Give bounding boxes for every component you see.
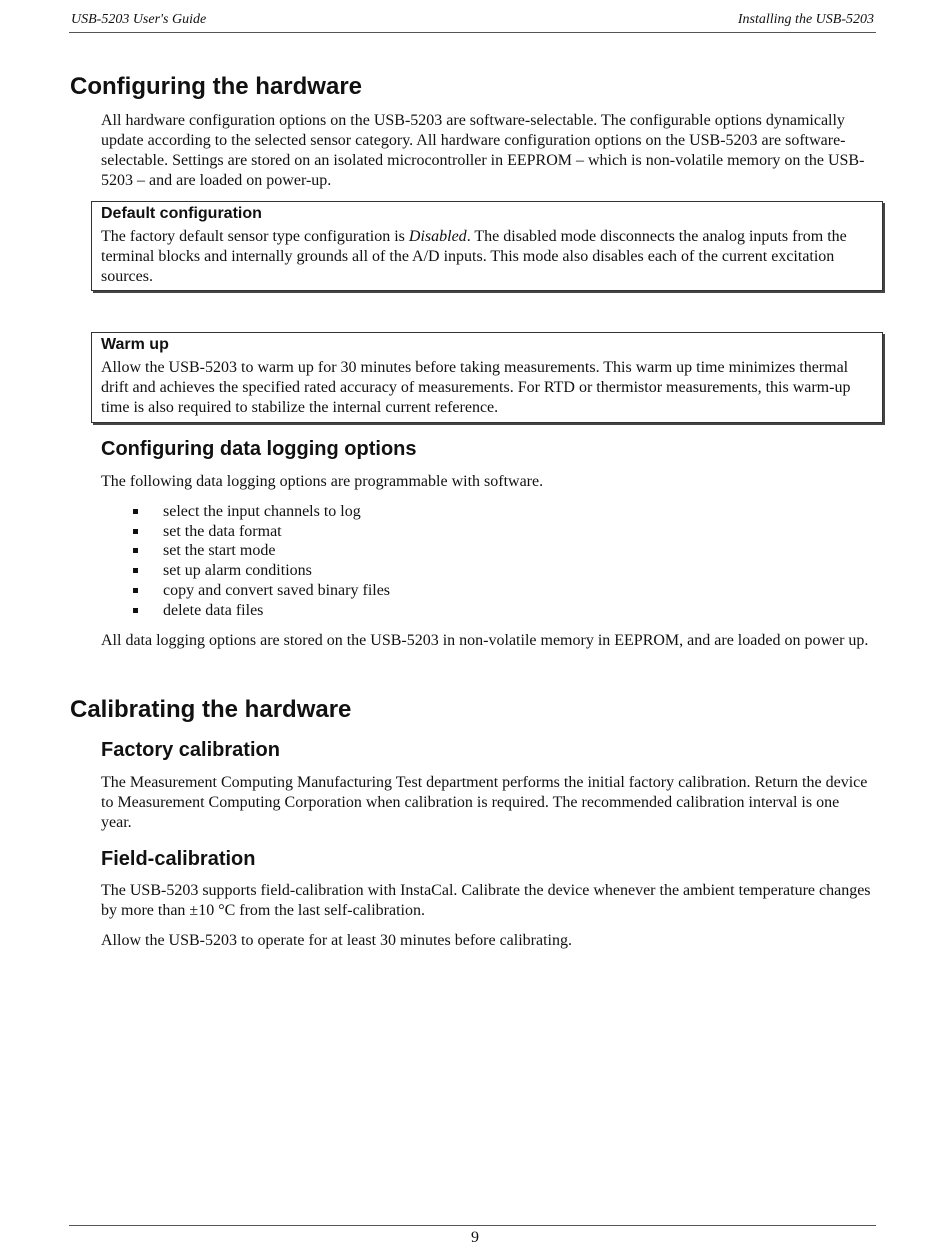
heading-data-logging-options: Configuring data logging options <box>101 438 417 460</box>
data-logging-intro: The following data logging options are programmable with software. <box>101 473 544 490</box>
factory-calibration-paragraph: The Measurement Computing Manufacturing Test department performs the initial factory calibration. Return the device to Measurement Computing Corporation when calibration is required. The recommended calibration interval is one year. <box>101 774 868 831</box>
running-header <box>69 11 876 33</box>
default-configuration-text-start: The factory default sensor type configuration is <box>101 228 409 245</box>
list-item-text: select the input channels to log <box>163 503 361 520</box>
warm-up-box <box>91 332 883 423</box>
header-guide-title: USB-5203 User's Guide <box>71 12 207 27</box>
list-item <box>131 522 390 542</box>
default-configuration-text <box>101 227 873 287</box>
configuring-intro-paragraph: All hardware configuration options on the USB-5203 are software-selectable. The configurable options dynamically update according to the selected sensor category. All hardware configuration options on the USB-5203 are software-selectable. Settings are stored on an isolated microcontroller in EEPROM – which is non-volatile memory on the USB-5203 – and are loaded on power-up. <box>101 112 865 189</box>
page-number: 9 <box>471 1229 479 1246</box>
warm-up-text: Allow the USB-5203 to warm up for 30 minutes before taking measurements. This warm up time minimizes thermal drift and achieves the specified rated accuracy of measurements. For RTD or thermistor measurements, this warm-up time is also required to stabilize the internal current reference. <box>101 359 851 416</box>
bullet-square-icon <box>133 529 138 534</box>
default-configuration-title: Default configuration <box>101 205 262 222</box>
data-logging-options-list <box>131 502 390 620</box>
list-item-text: set up alarm conditions <box>163 562 312 580</box>
footer-rule <box>69 1225 876 1226</box>
list-item-text: set the data format <box>163 522 282 540</box>
header-chapter-title: Installing the USB-5203 <box>737 12 874 27</box>
heading-configuring-hardware: Configuring the hardware <box>70 73 363 100</box>
list-item <box>131 541 390 561</box>
list-item <box>131 561 390 581</box>
list-item-text: set the start mode <box>163 542 276 560</box>
heading-calibrating-hardware: Calibrating the hardware <box>70 696 352 723</box>
list-item <box>131 502 390 522</box>
bullet-square-icon <box>133 509 138 514</box>
list-item-text: copy and convert saved binary files <box>163 581 391 599</box>
field-calibration-warmup-paragraph: Allow the USB-5203 to operate for at least 30 minutes before calibrating. <box>101 932 572 949</box>
warm-up-title: Warm up <box>101 336 169 353</box>
default-configuration-text-end: . The disabled mode disconnects the analog inputs from the terminal blocks and internally grounds all of the A/D inputs. This mode also disables each of the current excitation sources. <box>101 228 847 285</box>
bullet-square-icon <box>133 588 138 593</box>
list-item-text: delete data files <box>163 601 264 619</box>
disabled-mode-term: Disabled <box>408 228 467 245</box>
heading-factory-calibration: Factory calibration <box>101 739 280 761</box>
bullet-square-icon <box>133 568 138 573</box>
data-logging-storage-paragraph: All data logging options are stored on the USB-5203 in non-volatile memory in EEPROM, and are loaded on power up. <box>101 632 869 649</box>
heading-field-calibration: Field-calibration <box>101 848 256 870</box>
bullet-square-icon <box>133 608 138 613</box>
list-item <box>131 581 390 601</box>
field-calibration-paragraph: The USB-5203 supports field-calibration with InstaCal. Calibrate the device whenever the ambient temperature changes by more than ±10 °C from the last self-calibration. <box>101 882 871 919</box>
bullet-square-icon <box>133 548 138 553</box>
default-configuration-box <box>91 201 883 291</box>
list-item <box>131 601 390 621</box>
